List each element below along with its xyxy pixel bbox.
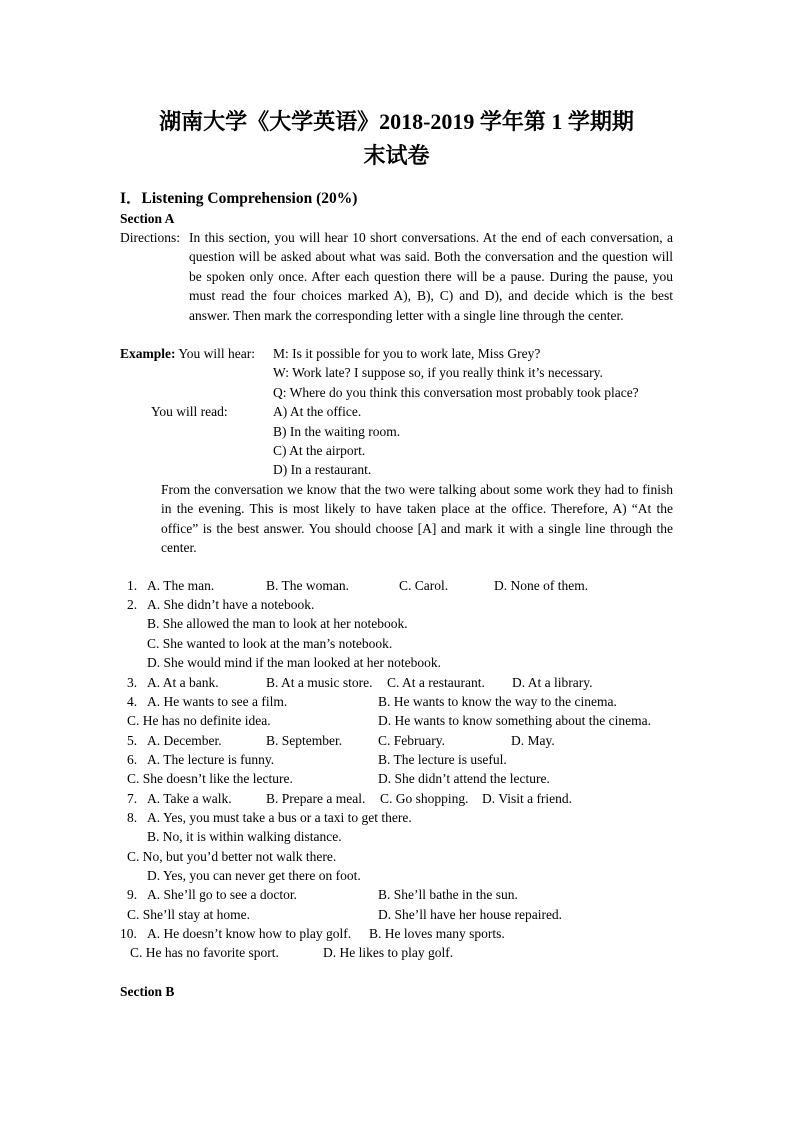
q3-option-a: A. At a bank. xyxy=(147,675,219,690)
directions-text: In this section, you will hear 10 short conversations. At the end of each conversation, a question will be asked about what was said. Both the conversation and the question will be spoken only once. After each question there will be a pause. During the pause, you must read the four choices marked A), B), C) and D), and decide which is the best answer. Then mark the corresponding letter with a single line through the center. xyxy=(189,230,673,323)
q3-option-b: B. At a music store. xyxy=(266,675,373,690)
q6-option-d: D. She didn’t attend the lecture. xyxy=(378,771,550,786)
q4-option-c: C. He has no definite idea. xyxy=(127,713,271,728)
example-line-w: W: Work late? I suppose so, if you really think it’s necessary. xyxy=(273,365,603,380)
q5-option-a: A. December. xyxy=(147,733,222,748)
q9-option-c: C. She’ll stay at home. xyxy=(127,907,250,922)
example-line-q: Q: Where do you think this conversation most probably took place? xyxy=(273,385,639,400)
example-choice-c: C) At the airport. xyxy=(273,443,366,458)
q6-option-b: B. The lecture is useful. xyxy=(378,752,507,767)
q6-option-c: C. She doesn’t like the lecture. xyxy=(127,771,293,786)
q2-option-b: B. She allowed the man to look at her notebook. xyxy=(147,616,408,631)
q9-option-d: D. She’ll have her house repaired. xyxy=(378,907,563,922)
q1-option-a: A. The man. xyxy=(147,578,215,593)
example-choice-d: D) In a restaurant. xyxy=(273,462,372,477)
page-title-line1: 湖南大学《大学英语》2018-2019 学年第 1 学期期 xyxy=(159,109,634,134)
q5-number: 5. xyxy=(127,733,138,748)
q10-number: 10. xyxy=(120,926,137,941)
q2-option-a: A. She didn’t have a notebook. xyxy=(147,597,315,612)
q9-number: 9. xyxy=(127,887,138,902)
q3-option-d: D. At a library. xyxy=(512,675,593,690)
q10-option-b: B. He loves many sports. xyxy=(369,926,505,941)
q4-number: 4. xyxy=(127,694,138,709)
example-choice-b: B) In the waiting room. xyxy=(273,424,401,439)
q9-option-a: A. She’ll go to see a doctor. xyxy=(147,887,297,902)
q7-option-d: D. Visit a friend. xyxy=(482,791,573,806)
q5-option-c: C. February. xyxy=(378,733,445,748)
q8-number: 8. xyxy=(127,810,138,825)
page-title-line2: 末试卷 xyxy=(363,143,430,168)
q1-number: 1. xyxy=(127,578,138,593)
q4-option-d: D. He wants to know something about the cinema. xyxy=(378,713,651,728)
q4-option-b: B. He wants to know the way to the cinema. xyxy=(378,694,617,709)
q10-option-a: A. He doesn’t know how to play golf. xyxy=(147,926,352,941)
q7-option-c: C. Go shopping. xyxy=(380,791,469,806)
example-choice-a: A) At the office. xyxy=(273,404,362,419)
q1-option-c: C. Carol. xyxy=(399,578,449,593)
q7-option-a: A. Take a walk. xyxy=(147,791,232,806)
q7-option-b: B. Prepare a meal. xyxy=(266,791,366,806)
you-will-read-label: You will read: xyxy=(151,404,228,419)
q6-option-a: A. The lecture is funny. xyxy=(147,752,275,767)
directions-label: Directions: xyxy=(120,230,180,245)
q8-option-b: B. No, it is within walking distance. xyxy=(147,829,342,844)
section-heading: I．Listening Comprehension (20%) xyxy=(120,190,358,207)
q3-option-c: C. At a restaurant. xyxy=(387,675,485,690)
q6-number: 6. xyxy=(127,752,138,767)
q1-option-d: D. None of them. xyxy=(494,578,589,593)
section-b-label: Section B xyxy=(120,984,175,999)
q8-option-c: C. No, but you’d better not walk there. xyxy=(127,849,337,864)
q7-number: 7. xyxy=(127,791,138,806)
q5-option-b: B. September. xyxy=(266,733,343,748)
q10-option-c: C. He has no favorite sport. xyxy=(130,945,279,960)
q9-option-b: B. She’ll bathe in the sun. xyxy=(378,887,518,902)
q3-number: 3. xyxy=(127,675,138,690)
example-label: Example: xyxy=(120,346,176,361)
q4-option-a: A. He wants to see a film. xyxy=(147,694,288,709)
example-block xyxy=(120,344,255,363)
q8-option-a: A. Yes, you must take a bus or a taxi to get there. xyxy=(147,810,412,825)
q1-option-b: B. The woman. xyxy=(266,578,349,593)
q8-option-d: D. Yes, you can never get there on foot. xyxy=(147,868,361,883)
q5-option-d: D. May. xyxy=(511,733,555,748)
q2-option-d: D. She would mind if the man looked at her notebook. xyxy=(147,655,441,670)
q2-number: 2. xyxy=(127,597,138,612)
example-line-m: M: Is it possible for you to work late, Miss Grey? xyxy=(273,346,541,361)
example-explanation: From the conversation we know that the two were talking about some work they had to finish in the evening. This is most likely to have taken place at the office. Therefore, A) “At the office” is the best answer. You should choose [A] and mark it with a single line through the center. xyxy=(161,482,673,556)
q10-option-d: D. He likes to play golf. xyxy=(323,945,454,960)
q2-option-c: C. She wanted to look at the man’s notebook. xyxy=(147,636,393,651)
you-will-hear-label: You will hear: xyxy=(178,346,256,361)
section-a-label: Section A xyxy=(120,211,175,226)
